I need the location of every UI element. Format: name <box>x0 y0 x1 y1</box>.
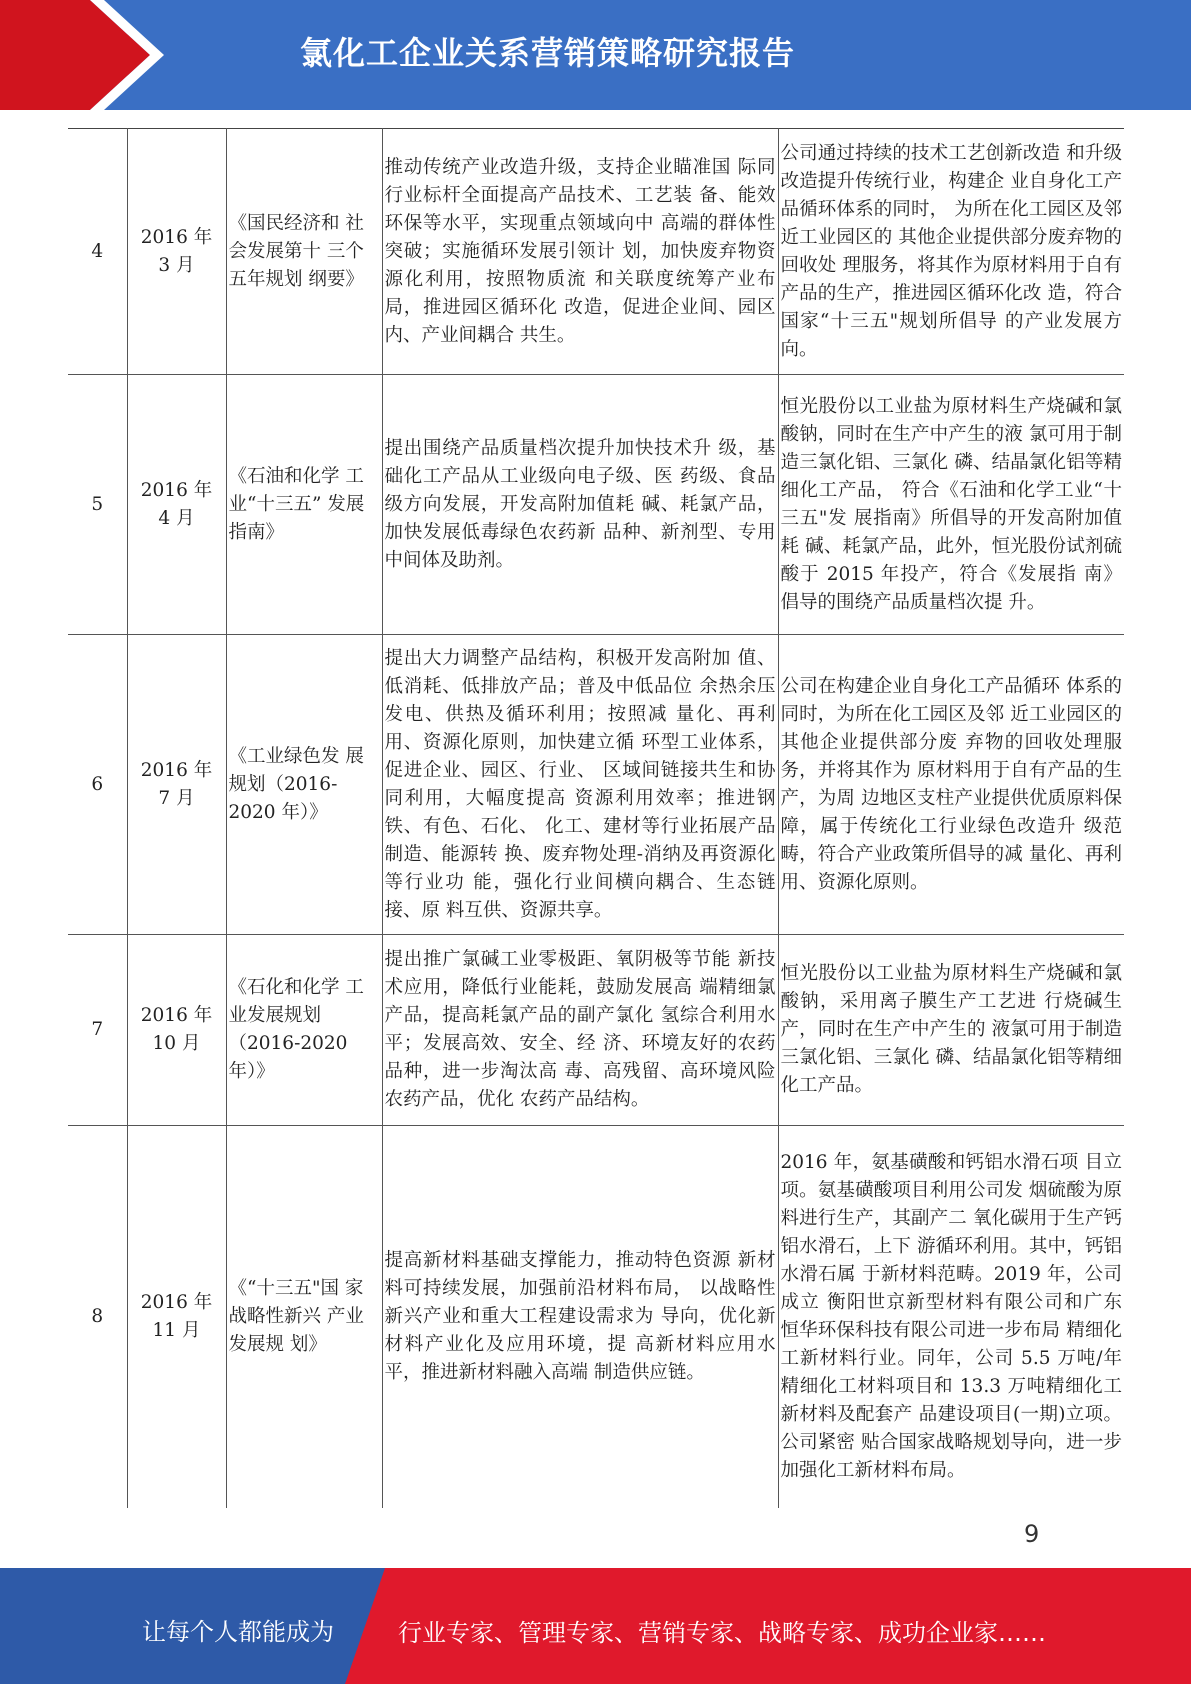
header-banner <box>0 0 1191 110</box>
row-number: 8 <box>68 1126 127 1509</box>
policy-document: 《工业绿色发 展规划（2016- 2020 年）》 <box>226 635 382 935</box>
footer-slogan-right: 行业专家、管理专家、营销专家、战略专家、成功企业家…… <box>398 1619 1046 1647</box>
issue-date <box>127 935 226 1126</box>
policy-content: 提出大力调整产品结构，积极开发高附加 值、低消耗、低排放产品；普及中低品位 余热余压发电、供热及循环利用；按照减 量化、再利用、资源化原则，加快建立循 环型工业体系，促进企业、园区、行业、 区域间链接共生和协同利用，大幅度提高 资源利用效率；推进钢铁、有色、石化、 化工、建材等行业拓展产品制造、能源转 换、废弃物处理-消纳及再资源化等行业功 能，强化行业间横向耦合、生态链接、原 料互供、资源共享。 <box>382 635 778 935</box>
footer-banner <box>0 1568 1191 1684</box>
report-title: 氯化工企业关系营销策略研究报告 <box>300 34 796 72</box>
table-row <box>68 375 1124 635</box>
issue-month: 7 月 <box>158 787 195 809</box>
issue-date <box>127 635 226 935</box>
issue-year: 2016 年 <box>140 479 213 501</box>
issue-year: 2016 年 <box>140 759 213 781</box>
issue-date <box>127 375 226 635</box>
table-row <box>68 935 1124 1126</box>
issue-month: 11 月 <box>152 1320 201 1342</box>
company-relation: 公司通过持续的技术工艺创新改造 和升级改造提升传统行业，构建企 业自身化工产品循环体系的同时， 为所在化工园区及邻近工业园区的 其他企业提供部分废弃物的回收处 理服务，将其作为原材料用于自有 产品的生产，推进园区循环化改 造，符合国家“十三五"规划所倡导 的产业发展方向。 <box>778 129 1124 375</box>
issue-month: 10 月 <box>152 1033 201 1054</box>
row-number: 6 <box>68 635 127 935</box>
table-row <box>68 129 1124 375</box>
issue-month: 3 月 <box>158 254 195 276</box>
policy-content: 推动传统产业改造升级，支持企业瞄准国 际同行业标杆全面提高产品技术、工艺装 备、能效环保等水平，实现重点领域向中 高端的群体性突破；实施循环发展引领计 划，加快废弃物资源化利用，按照物质流 和关联度统筹产业布局，推进园区循环化 改造，促进企业间、园区内、产业间耦合 共生。 <box>382 129 778 375</box>
table-row <box>68 635 1124 935</box>
company-relation: 公司在构建企业自身化工产品循环 体系的同时，为所在化工园区及邻 近工业园区的其他企业提供部分废 弃物的回收处理服务，并将其作为 原材料用于自有产品的生产，为周 边地区支柱产业提供优质原料保 障，属于传统化工行业绿色改造升 级范畴，符合产业政策所倡导的减 量化、再利用、资源化原则。 <box>778 635 1124 935</box>
issue-year: 2016 年 <box>140 226 213 248</box>
table-row <box>68 1126 1124 1509</box>
company-relation: 恒光股份以工业盐为原材料生产烧碱和氯酸钠，采用离子膜生产工艺进 行烧碱生产，同时在生产中产生的 液氯可用于制造三氯化铝、三氯化 磷、结晶氯化铝等精细化工产品。 <box>778 935 1124 1126</box>
page-number: 9 <box>1024 1520 1040 1548</box>
policy-table-container <box>68 128 1124 1508</box>
row-number: 5 <box>68 375 127 635</box>
footer-slogan-left: 让每个人都能成为 <box>142 1618 334 1646</box>
issue-month: 4 月 <box>158 507 195 529</box>
issue-date <box>127 129 226 375</box>
policy-content: 提高新材料基础支撑能力，推动特色资源 新材料可持续发展，加强前沿材料布局， 以战略性新兴产业和重大工程建设需求为 导向，优化新材料产业化及应用环境，提 高新材料应用水平，推进新材料融入高端 制造供应链。 <box>382 1126 778 1509</box>
policy-table <box>68 128 1124 1508</box>
policy-content: 提出推广氯碱工业零极距、氧阴极等节能 新技术应用，降低行业能耗，鼓励发展高 端精细氯产品，提高耗氯产品的副产氯化 氢综合利用水平；发展高效、安全、经 济、环境友好的农药品种，进一步淘汰高 毒、高残留、高环境风险农药产品，优化 农药产品结构。 <box>382 935 778 1126</box>
policy-document: 《石化和化学 工业发展规划 （2016-2020 年）》 <box>226 935 382 1126</box>
row-number: 4 <box>68 129 127 375</box>
company-relation: 恒光股份以工业盐为原材料生产烧碱和氯酸钠，同时在生产中产生的液 氯可用于制造三氯化铝、三氯化 磷、结晶氯化铝等精细化工产品， 符合《石油和化学工业“十三五"发 展指南》所倡导的开发高附加值耗 碱、耗氯产品，此外，恒光股份试剂硫酸于 2015 年投产，符合《发展指 南》倡导的围绕产品质量档次提 升。 <box>778 375 1124 635</box>
issue-year: 2016 年 <box>140 1005 213 1026</box>
policy-document: 《“十三五"国 家战略性新兴 产业发展规 划》 <box>226 1126 382 1509</box>
policy-content: 提出围绕产品质量档次提升加快技术升 级，基础化工产品从工业级向电子级、医 药级、食品级方向发展，开发高附加值耗 碱、耗氯产品，加快发展低毒绿色农药新 品种、新剂型、专用中间体及助剂。 <box>382 375 778 635</box>
policy-document: 《国民经济和 社会发展第十 三个五年规划 纲要》 <box>226 129 382 375</box>
company-relation: 2016 年，氨基磺酸和钙铝水滑石项 目立项。氨基磺酸项目利用公司发 烟硫酸为原料进行生产，其副产二 氧化碳用于生产钙铝水滑石，上下 游循环利用。其中，钙铝水滑石属 于新材料范畴。2019 年，公司成立 衡阳世京新型材料有限公司和广东 恒华环保科技有限公司进一步布局 精细化工新材料行业。同年，公司 5.5 万吨/年精细化工材料项目和 13.3 万吨精细化工新材料及配套产 品建设项目(一期)立项。公司紧密 贴合国家战略规划导向，进一步加强化工新材料布局。 <box>778 1126 1124 1509</box>
issue-date <box>127 1126 226 1509</box>
row-number: 7 <box>68 935 127 1126</box>
issue-year: 2016 年 <box>140 1292 213 1314</box>
policy-document: 《石油和化学 工业“十三五” 发展指南》 <box>226 375 382 635</box>
